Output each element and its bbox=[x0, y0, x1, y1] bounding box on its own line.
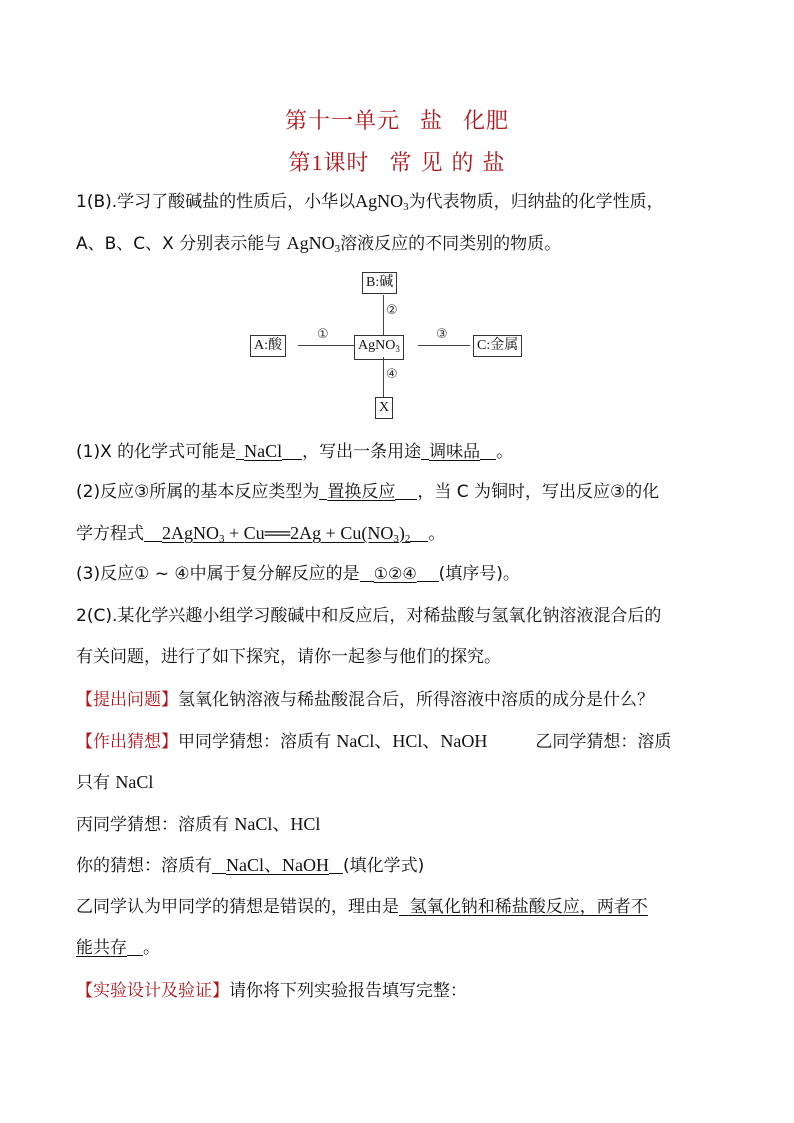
text: 丙同学猜想：溶质有 bbox=[76, 815, 235, 835]
q2-intro-line2: 有关问题，进行了如下探究，请你一起参与他们的探究。 bbox=[76, 647, 501, 667]
unit-number: 第十一单元 bbox=[284, 109, 400, 134]
q2-question bbox=[76, 689, 726, 711]
lesson-suffix: 课时 bbox=[323, 151, 370, 176]
answer-formula: NaCl、NaOH bbox=[226, 855, 329, 875]
subscript: 2 bbox=[404, 533, 411, 545]
text: 1(B).学习了酸碱盐的性质后，小华以 bbox=[76, 192, 356, 212]
blank bbox=[417, 563, 439, 582]
blank bbox=[282, 441, 302, 460]
text: 乙同学认为甲同学的猜想是错误的，理由是 bbox=[76, 897, 399, 917]
text: 。 bbox=[428, 524, 446, 544]
label-3: ③ bbox=[436, 327, 448, 342]
eq-part: + Cu══2Ag + Cu(NO bbox=[224, 523, 394, 543]
blank bbox=[480, 441, 496, 460]
subscript: 3 bbox=[395, 344, 400, 354]
box-x: X bbox=[375, 397, 393, 419]
subscript: 3 bbox=[219, 533, 225, 545]
box-agno3 bbox=[354, 335, 404, 360]
formula: NaCl、HCl bbox=[234, 814, 321, 834]
subscript: 3 bbox=[334, 243, 341, 255]
connector-2 bbox=[383, 295, 384, 335]
label-1: ① bbox=[317, 327, 329, 342]
text: ，写出一条用途 bbox=[302, 442, 422, 462]
unit-topic-fertilizer: 化肥 bbox=[463, 109, 510, 134]
answer-equation bbox=[162, 523, 410, 543]
q2-guess-bing bbox=[76, 813, 726, 836]
text: 溶液反应的不同类别的物质。 bbox=[340, 234, 562, 254]
text: 为代表物质，归纳盐的化学性质， bbox=[408, 192, 664, 212]
tag-experiment: 【实验设计及验证】 bbox=[76, 981, 229, 1001]
text: 。 bbox=[496, 442, 514, 462]
unit-topic-salt: 盐 bbox=[419, 109, 443, 134]
answer-reason: 氢氧化钠和稀盐酸反应，两者不 bbox=[399, 897, 648, 917]
text: 请你将下列实验报告填写完整： bbox=[229, 981, 467, 1001]
text: (3)反应① ~ ④中属于复分解反应的是 bbox=[76, 564, 360, 584]
blank bbox=[395, 481, 417, 500]
blank bbox=[236, 441, 244, 460]
label-2: ② bbox=[386, 303, 398, 318]
formula: AgNO bbox=[286, 233, 335, 253]
q1-part1 bbox=[76, 440, 726, 463]
reaction-diagram bbox=[240, 265, 550, 430]
box-acid: A:酸 bbox=[250, 335, 286, 357]
formula: NaCl bbox=[115, 772, 154, 792]
text: 学方程式 bbox=[76, 524, 144, 544]
tag-question: 【提出问题】 bbox=[76, 690, 178, 710]
box-metal: C:金属 bbox=[473, 335, 522, 357]
lesson-prefix: 第 bbox=[288, 151, 312, 176]
q2-guess-line1 bbox=[76, 730, 726, 753]
blank bbox=[144, 523, 162, 542]
connector-3 bbox=[418, 345, 470, 346]
text: 乙同学猜想：溶质 bbox=[535, 732, 672, 752]
lesson-title bbox=[0, 146, 794, 177]
q1-intro-line1 bbox=[76, 190, 726, 218]
blank bbox=[329, 855, 343, 874]
text: 。 bbox=[143, 938, 160, 958]
lesson-topic: 常 见 的 盐 bbox=[389, 151, 506, 176]
answer-reaction-type: 置换反应 bbox=[327, 482, 396, 502]
q2-reason-line1 bbox=[76, 896, 726, 918]
text: (1)X 的化学式可能是 bbox=[76, 442, 237, 462]
connector-4 bbox=[383, 357, 384, 397]
q2-guess-you bbox=[76, 854, 726, 877]
answer-use: 调味品 bbox=[429, 442, 481, 462]
label-4: ④ bbox=[386, 367, 398, 382]
q1-part2-equation bbox=[76, 522, 726, 550]
subscript: 3 bbox=[403, 201, 409, 213]
text: (填化学式) bbox=[342, 856, 425, 876]
formula: AgNO bbox=[358, 338, 396, 353]
formula: NaCl、HCl、NaOH bbox=[336, 731, 488, 751]
box-base: B:碱 bbox=[362, 272, 397, 294]
text: ，当 C 为铜时，写出反应③的化 bbox=[417, 482, 660, 502]
formula: AgNO bbox=[355, 191, 404, 211]
q2-intro-line1: 2(C).某化学兴趣小组学习酸碱中和反应后，对稀盐酸与氢氧化钠溶液混合后的 bbox=[76, 606, 662, 626]
text: 氢氧化钠溶液与稀盐酸混合后，所得溶液中溶质的成分是什么？ bbox=[178, 690, 654, 710]
q2-experiment bbox=[76, 980, 726, 1002]
subscript: 3 bbox=[393, 533, 399, 545]
q2-reason-line2 bbox=[76, 937, 726, 959]
text: (填序号)。 bbox=[438, 564, 520, 584]
unit-title bbox=[0, 104, 794, 135]
blank bbox=[360, 563, 374, 582]
text: 甲同学猜想：溶质有 bbox=[178, 732, 337, 752]
answer-reason-cont: 能共存 bbox=[76, 938, 127, 958]
blank bbox=[212, 855, 226, 874]
q2-guess-line2 bbox=[76, 771, 726, 794]
q1-intro-line2 bbox=[76, 232, 726, 260]
eq-part: 2AgNO bbox=[162, 523, 219, 543]
text: 你的猜想：溶质有 bbox=[76, 856, 212, 876]
q1-part2 bbox=[76, 481, 726, 503]
connector-1 bbox=[298, 345, 354, 346]
text: A、B、C、X 分别表示能与 bbox=[76, 234, 287, 254]
text: (2)反应③所属的基本反应类型为 bbox=[76, 482, 320, 502]
q1-part3 bbox=[76, 563, 726, 585]
text: 只有 bbox=[76, 773, 116, 793]
answer-formula: NaCl bbox=[244, 441, 283, 461]
blank bbox=[127, 937, 143, 956]
eq-part: ) bbox=[398, 523, 405, 543]
lesson-number: 1 bbox=[311, 150, 324, 175]
blank bbox=[410, 523, 428, 542]
blank bbox=[421, 441, 429, 460]
answer-reactions: ①②④ bbox=[373, 564, 417, 583]
tag-hypothesis: 【作出猜想】 bbox=[76, 732, 178, 752]
